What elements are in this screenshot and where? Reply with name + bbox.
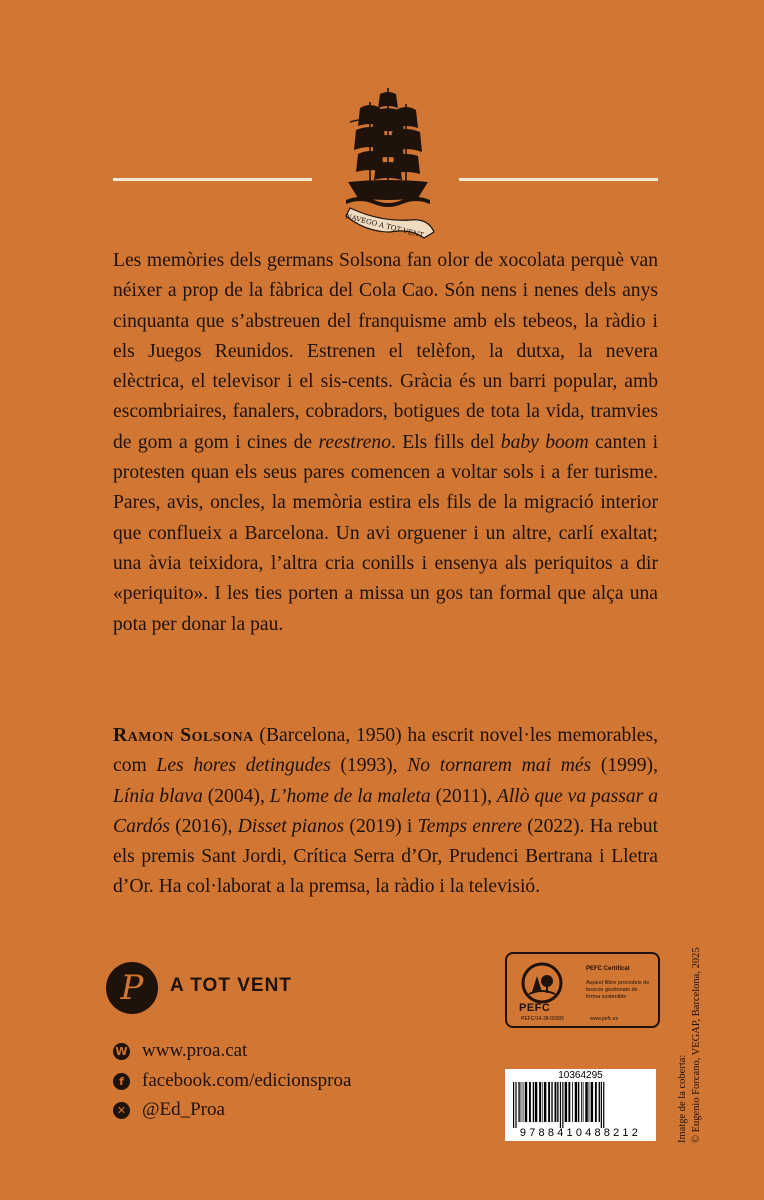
website-link[interactable]: www.proa.cat [142,1040,248,1061]
contact-x[interactable] [113,1098,225,1122]
contact-facebook[interactable] [113,1069,351,1093]
barcode-bar [562,1082,563,1128]
author-name: Ramon Solsona [113,725,254,746]
barcode-bar [578,1082,579,1122]
pefc-tree-icon [521,962,563,1004]
imprint-name: A TOT VENT [170,975,292,996]
barcode-bar [529,1082,531,1122]
barcode-bar [518,1082,519,1122]
publisher-logo [106,962,158,1014]
pefc-title: PEFC Certificat [586,966,630,972]
pefc-logo-word: PEFC [519,1002,551,1014]
barcode [505,1069,656,1141]
book-title: L’home de la maleta [269,785,431,807]
barcode-bar [521,1082,522,1122]
ornament-rule-right [459,178,658,181]
barcode-bar [603,1082,604,1128]
ship-banner-text: NAVEGO A TOT VENT [344,212,425,240]
barcode-bar [572,1082,573,1122]
barcode-bar [560,1082,561,1128]
barcode-bar [595,1082,597,1122]
pefc-certificate-badge [505,952,660,1028]
bio-text: (Barcelona, 1950) ha escrit novel·les memorables, com [113,725,658,777]
cover-image-credit [676,918,704,1143]
credit-line-1: Imatge de la coberta: [677,1054,688,1143]
facebook-icon: f [113,1073,130,1090]
book-title: Les hores detingudes [156,755,331,777]
bio-text: (2011), [430,785,497,807]
barcode-bar [555,1082,557,1122]
pefc-url: www.pefc.es [590,1016,619,1022]
credit-line-2: © Eugenio Forcano, VEGAP, Barcelona, 2025 [691,947,702,1143]
book-title: No tornarem mai més [407,755,592,777]
barcode-bar [533,1082,534,1122]
book-title: Línia blava [113,785,203,807]
bio-text: (1993), [330,755,408,777]
bio-text: (1999), [591,755,658,777]
bio-text: (2022). Ha rebut els premis Sant Jordi, Crítica Serra d’Or, Prudenci Bertrana i Lletra d’Or. Ha col·laborat a la premsa, la ràdio i la televisió. [113,815,659,898]
barcode-bar [589,1082,590,1122]
author-bio-paragraph [113,721,658,903]
x-handle-link[interactable]: @Ed_Proa [142,1099,225,1120]
bio-text: (2019) i [344,815,418,837]
ornament-rule-left [113,178,312,181]
web-icon: W [113,1043,130,1060]
barcode-bar [565,1082,567,1122]
barcode-bar [599,1082,600,1122]
barcode-bar [585,1082,587,1122]
bio-text: (2016), [169,815,238,837]
book-title: Temps enrere [417,815,522,837]
barcode-bar [535,1082,537,1122]
pefc-code: PEFC/14-38-00305 [521,1016,565,1022]
book-title: Allò que va passar a Cardós [113,785,658,837]
barcode-bar [542,1082,543,1122]
barcode-bar [523,1082,524,1122]
synopsis-text-1: Les memòries dels germans Solsona fan olor de xocolata perquè van néixer a prop de la fàbrica del Cola Cao. Són nens i nenes dels anys cinquanta que s’abstreuen del franquisme amb els tebeos, la ràdio i els Juegos Reunidos. Estrenen el telèfon, la dutxa, la nevera elèctrica, el televisor i el sis-cents. Gràcia és un barri popular, amb escombriaires, fanalers, cobradors, botigues de tota la vida, tramvies de gom a gom i cines de [113,250,658,453]
pefc-description: Aquest llibre procedeix de boscos gestionats de forma sostenible [586,980,650,1000]
barcode-bar [544,1082,546,1122]
barcode-bar [513,1082,514,1128]
barcode-bar [551,1082,552,1122]
publisher-logo-letter: P [120,968,144,1008]
barcode-bar [591,1082,593,1122]
barcode-bar [539,1082,541,1122]
barcode-ean-number: 9788410488212 [519,1127,642,1139]
synopsis-text-3: canten i protesten quan els seus pares comencen a voltar sols i a fer turisme. Pares, avis, oncles, la memòria estira els fils de la migració interior que conflueix a Barcelona. Un avi orguener i un altre, carlí exaltat; una àvia teixidora, l’altra cria conills i ensenya als periquitos a dir «periquito». I les ties porten a missa un gos tan formal que alça una pota per donar la pau. [113,431,659,635]
barcode-bar [525,1082,527,1122]
book-title: Disset pianos [237,815,345,837]
barcode-bar [557,1082,558,1122]
barcode-bar [581,1082,582,1122]
barcode-bar [515,1082,516,1128]
barcode-bar [548,1082,550,1122]
x-icon: ✕ [113,1102,130,1119]
barcode-bars [513,1082,653,1128]
bio-text: (2004), [202,785,270,807]
barcode-bar [568,1082,570,1122]
facebook-link[interactable]: facebook.com/edicionsproa [142,1070,352,1091]
barcode-bar [583,1082,584,1122]
ship-emblem-icon [340,82,436,242]
contact-website[interactable] [113,1039,247,1063]
synopsis-emphasis-2: baby boom [500,431,589,453]
synopsis-emphasis-1: reestreno [318,431,392,453]
barcode-bar [601,1082,602,1128]
barcode-top-number: 10364295 [558,1070,603,1081]
barcode-bar [575,1082,577,1122]
synopsis-text-2: . Els fills del [391,431,501,453]
synopsis-paragraph [113,246,658,640]
